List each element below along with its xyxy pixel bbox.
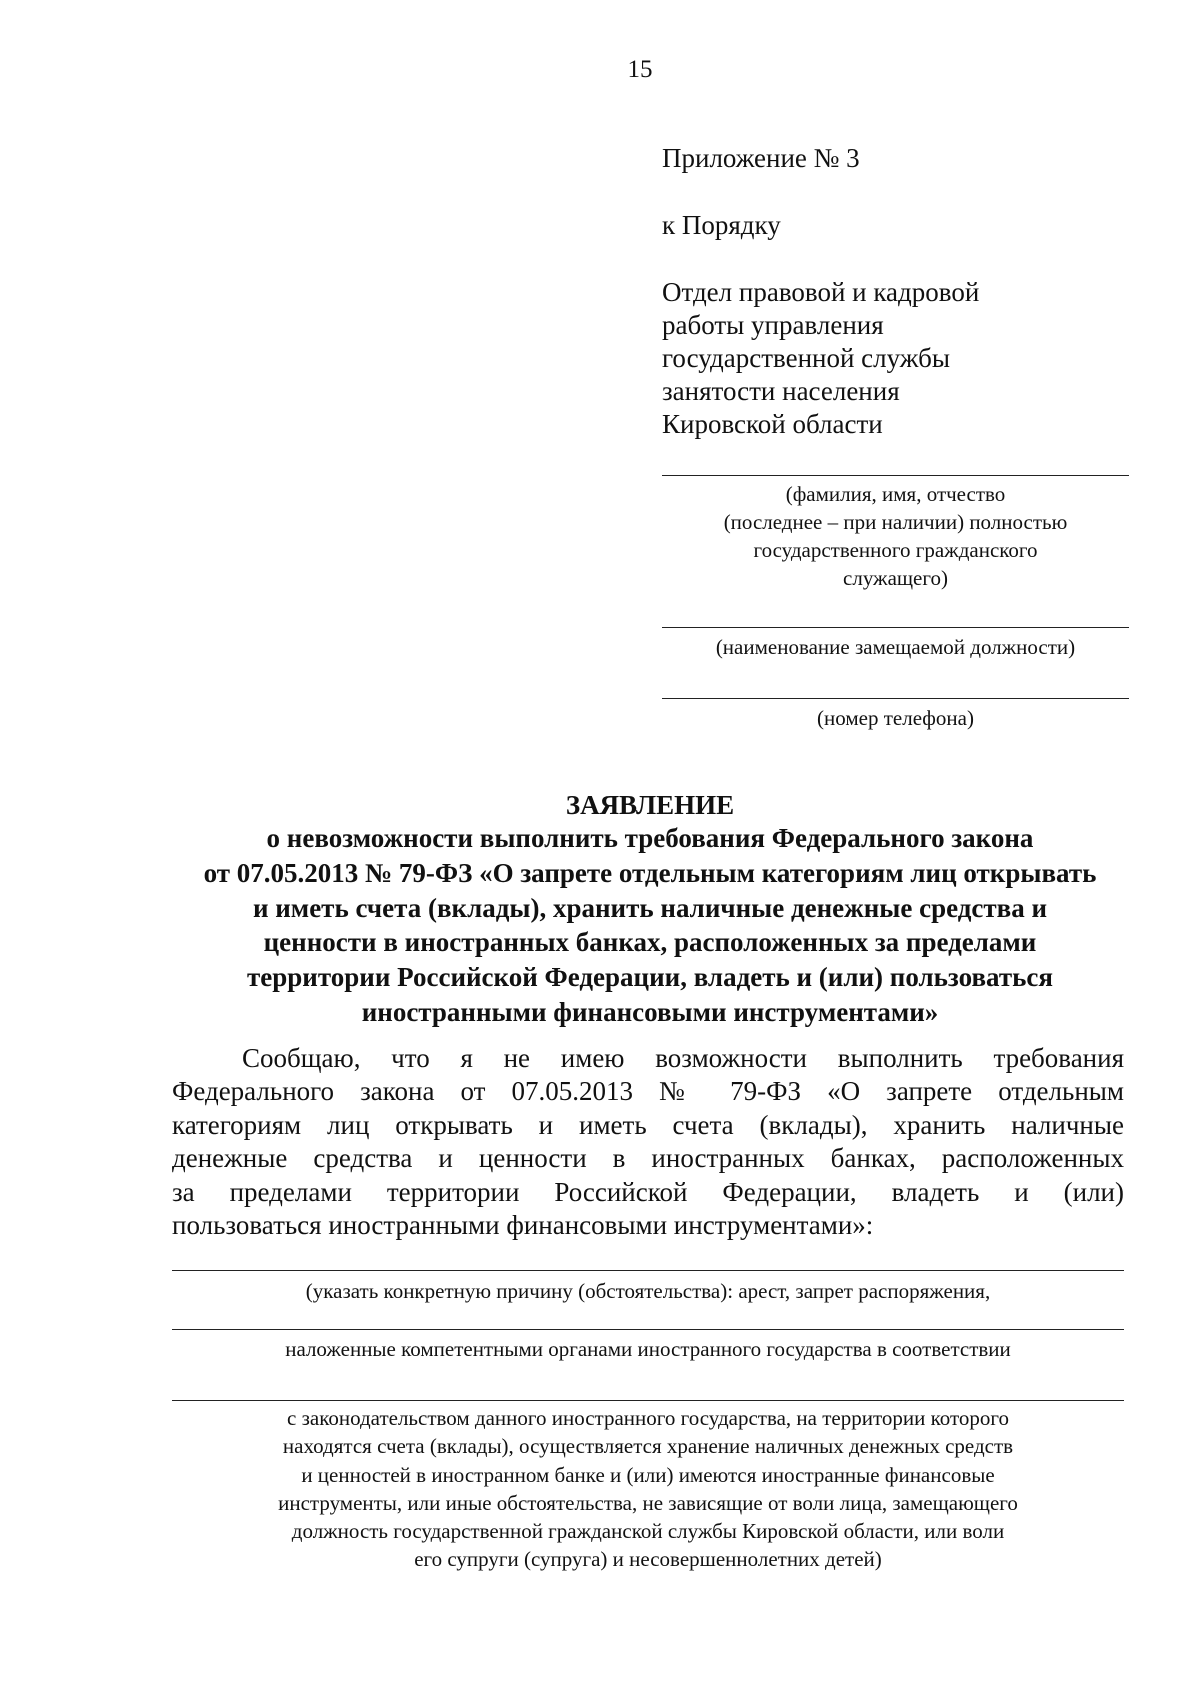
subtitle-line: иностранными финансовыми инструментами» (361, 996, 939, 1027)
full-name-caption (662, 480, 1129, 592)
reason-caption-2: наложенные компетентными органами иностранного государства в соответствии (285, 1337, 1011, 1361)
reason-caption-line: должность государственной гражданской службы Кировской области, или воли (291, 1519, 1005, 1544)
body-line: за пределами территории Российской Федерации, владеть и (или) (172, 1176, 1124, 1207)
reason-caption-line: с законодательством данного иностранного государства, на территории которого (287, 1406, 1009, 1430)
department-line: работы управления (662, 310, 884, 340)
statement-subtitle (120, 821, 1180, 1030)
phone-caption: (номер телефона) (817, 706, 974, 730)
body-line: Сообщаю, что я не имею возможности выполнить требования (242, 1043, 1124, 1073)
caption-line: государственного гражданского (753, 538, 1038, 562)
subtitle-line: о невозможности выполнить требования Федерального закона (266, 823, 1034, 853)
subtitle-line: от 07.05.2013 № 79-ФЗ «О запрете отдельным категориям лиц открывать (203, 857, 1097, 888)
reason-caption-line: и ценностей в иностранном банке и (или) имеются иностранные финансовые (301, 1462, 995, 1487)
statement-title: ЗАЯВЛЕНИЕ (565, 790, 735, 820)
position-fill-line (662, 627, 1129, 628)
department-line: занятости населения (662, 376, 900, 406)
reason-caption-line: инструменты, или иные обстоятельства, не зависящие от воли лица, замещающего (278, 1490, 1018, 1515)
body-line: категориям лиц открывать и иметь счета (вклады), хранить наличные (172, 1109, 1124, 1140)
caption-line: служащего) (843, 566, 948, 590)
reason-caption-rest (172, 1404, 1124, 1574)
department-line: Кировской области (662, 409, 883, 439)
statement-body (172, 1042, 1124, 1242)
full-name-fill-line (662, 475, 1129, 476)
department-line: государственной службы (662, 343, 950, 373)
reason-fill-line-2 (172, 1329, 1124, 1330)
department-addressee (662, 276, 1102, 441)
caption-line: (последнее – при наличии) полностью (723, 510, 1068, 534)
reason-caption-1: (указать конкретную причину (обстоятельства): арест, запрет распоряжения, (305, 1279, 991, 1303)
page-number: 15 (627, 56, 653, 83)
subtitle-line: ценности в иностранных банках, расположенных за пределами (263, 927, 1037, 958)
procedure-label: к Порядку (662, 210, 781, 240)
subtitle-line: территории Российской Федерации, владеть и (или) пользоваться (247, 962, 1053, 993)
reason-fill-line-3 (172, 1400, 1124, 1401)
body-line: денежные средства и ценности в иностранных банках, расположенных (172, 1143, 1124, 1174)
appendix-label: Приложение № 3 (662, 143, 860, 173)
department-line: Отдел правовой и кадровой (662, 277, 980, 307)
body-line: пользоваться иностранными финансовыми инструментами»: (172, 1210, 874, 1241)
reason-fill-line-1 (172, 1270, 1124, 1271)
reason-caption-line: находятся счета (вклады), осуществляется хранение наличных денежных средств (282, 1434, 1014, 1459)
phone-fill-line (662, 698, 1129, 699)
caption-line: (фамилия, имя, отчество (785, 482, 1006, 506)
reason-caption-line: его супруги (супруга) и несовершеннолетних детей) (414, 1547, 882, 1572)
position-caption: (наименование замещаемой должности) (715, 635, 1076, 659)
body-line: Федерального закона от 07.05.2013 № 79-ФЗ «О запрете отдельным (172, 1076, 1124, 1107)
subtitle-line: и иметь счета (вклады), хранить наличные денежные средства и (252, 892, 1048, 923)
